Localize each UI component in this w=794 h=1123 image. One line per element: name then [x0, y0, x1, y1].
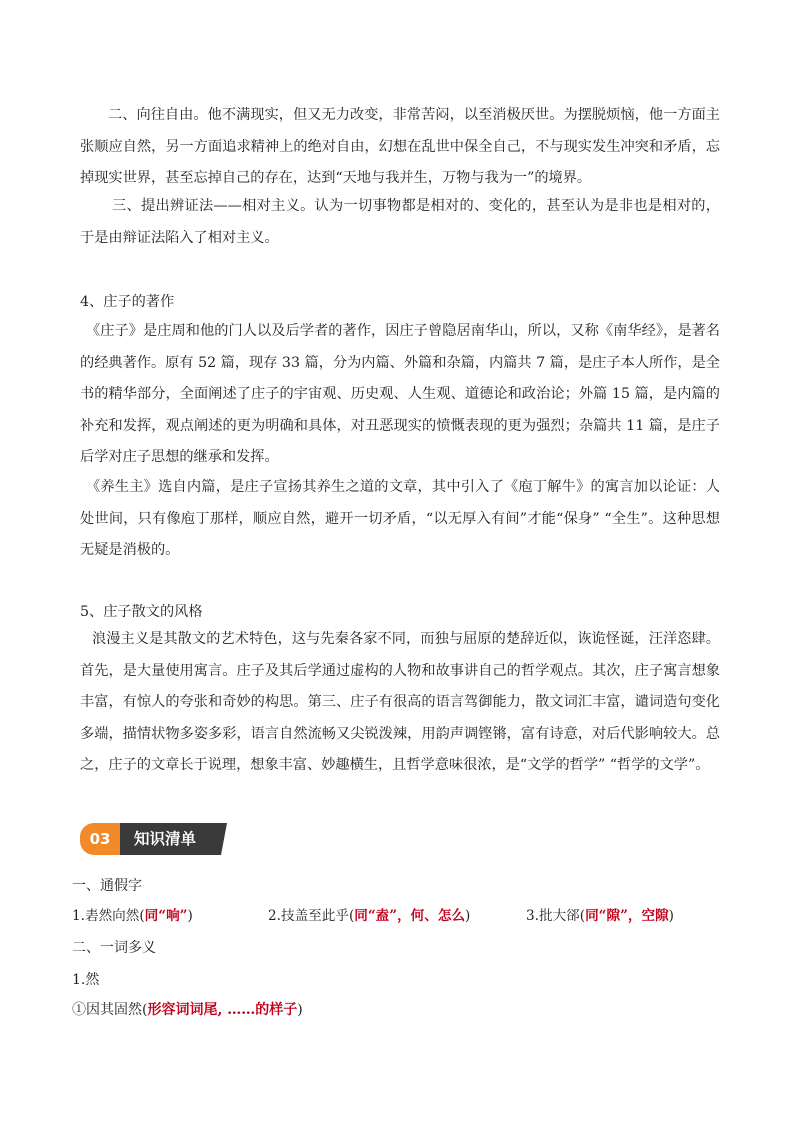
item-text: ①因其固然( — [72, 1002, 148, 1018]
item-text: 1.砉然向然( — [72, 908, 145, 924]
paragraph-freedom: 二、向往自由。他不满现实，但又无力改变，非常苦闷，以至消极厌世。为摆脱烦恼，他一方面主张顺应自然，另一方面追求精神上的绝对自由，幻想在乱世中保全自己，不与现实发生冲突和矛盾，忘掉现实世界，甚至忘掉自己的存在，达到“天地与我并生，万物与我为一”的境界。 — [80, 107, 720, 186]
item-text: 3.批大郤( — [526, 908, 586, 924]
tongjiazi-item-2 — [268, 906, 470, 926]
section-number-badge: 03 — [80, 823, 120, 855]
tongjiazi-item-1 — [72, 906, 193, 926]
duoyi-word-ran: 1.然 — [72, 972, 100, 988]
heading-works: 4、庄子的著作 — [80, 294, 175, 310]
section-banner — [80, 823, 221, 855]
duoyi-item-1 — [72, 1000, 303, 1020]
item-text: ) — [465, 908, 471, 924]
item-annotation: 同“隙”，空隙 — [585, 908, 669, 924]
heading-style: 5、庄子散文的风格 — [80, 604, 203, 620]
item-annotation: 同“响” — [144, 908, 188, 924]
item-annotation: 形容词词尾, ……的样子 — [147, 1002, 298, 1018]
heading-tongjiazi: 一、通假字 — [72, 878, 142, 894]
item-text: ) — [297, 1002, 303, 1018]
item-text: ) — [668, 908, 674, 924]
item-text: 2.技盖至此乎( — [268, 908, 355, 924]
paragraph-style: 浪漫主义是其散文的艺术特色，这与先秦各家不同，而独与屈原的楚辞近似，诙诡怪诞，汪洋恣肆。首先，是大量使用寓言。庄子及其后学通过虚构的人物和故事讲自己的哲学观点。其次，庄子寓言想象丰富，有惊人的夸张和奇妙的构思。第三、庄子有很高的语言驾御能力，散文词汇丰富，谴词造句变化多端，描情状物多姿多彩，语言自然流畅又尖锐泼辣，用韵声调铿锵，富有诗意，对后代影响较大。总之，庄子的文章长于说理，想象丰富、妙趣横生，且哲学意味很浓，是“文学的哲学” “哲学的文学”。 — [80, 631, 720, 773]
paragraph-relativism: 三、提出辨证法——相对主义。认为一切事物都是相对的、变化的，甚至认为是非也是相对的，于是由辩证法陷入了相对主义。 — [80, 198, 720, 246]
item-annotation: 同“盍”，何、怎么 — [354, 908, 466, 924]
heading-duoyi: 二、一词多义 — [72, 940, 156, 956]
item-text: ) — [187, 908, 193, 924]
section-title: 知识清单 — [120, 823, 221, 855]
paragraph-yangshengzhu: 《养生主》选自内篇，是庄子宣扬其养生之道的文章，其中引入了《庖丁解牛》的寓言加以论证：人处世间，只有像庖丁那样，顺应自然，避开一切矛盾，“以无厚入有间”才能“保身” “全生”。这种思想无疑是消极的。 — [80, 479, 720, 558]
paragraph-zhuangzi-book: 《庄子》是庄周和他的门人以及后学者的著作，因庄子曾隐居南华山，所以，又称《南华经》，是著名的经典著作。原有 52 篇，现存 33 篇，分为内篇、外篇和杂篇，内篇共 7 篇，是庄子本人所作，是全书的精华部分，全面阐述了庄子的宇宙观、历史观、人生观、道德论和政治论；外篇 15 篇，是内篇的补充和发挥，观点阐述的更为明确和具体，对丑恶现实的愤慨表现的更为强烈；杂篇共 11 篇，是庄子后学对庄子思想的继承和发挥。 — [80, 323, 720, 465]
tongjiazi-item-3 — [526, 906, 674, 926]
